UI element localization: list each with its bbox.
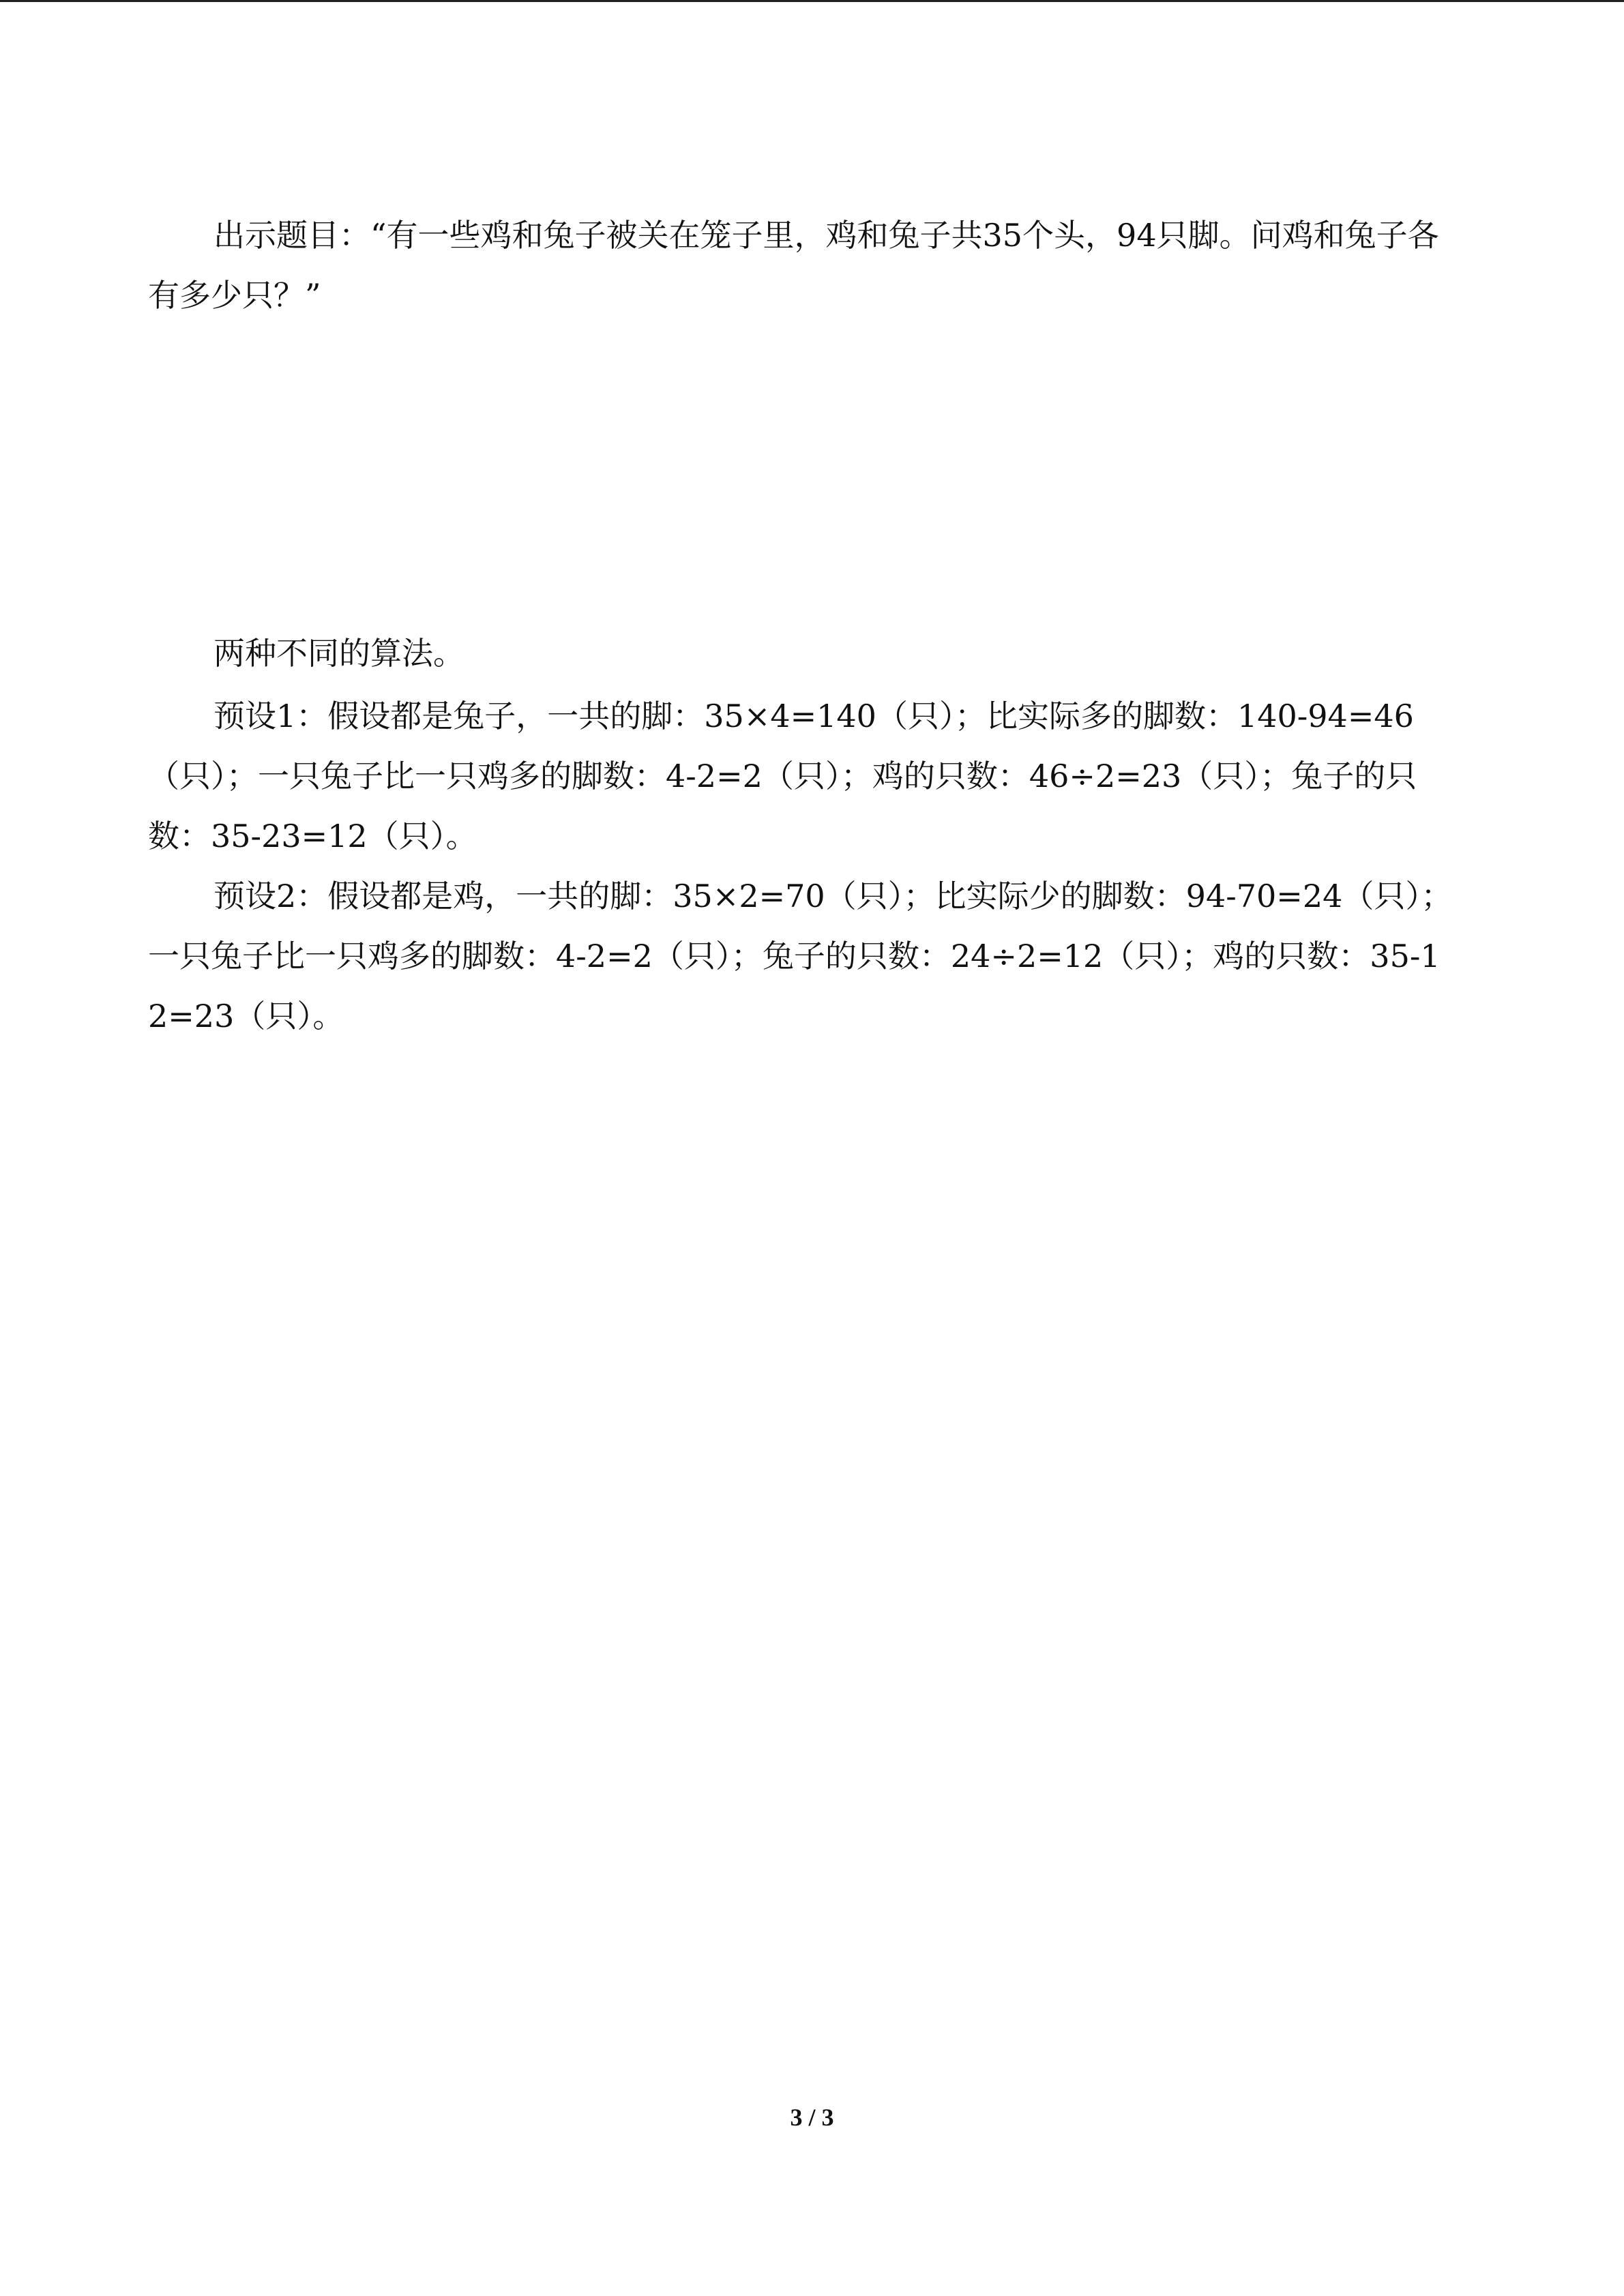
preset-2-paragraph: 预设2：假设都是鸡，一共的脚：35×2=70（只）；比实际少的脚数：94-70=24（只）；一只兔子比一只鸡多的脚数：4-2=2（只）；兔子的只数：24÷2=12（只）；鸡的只数：35-12=23（只）。 — [148, 878, 1453, 1034]
preset-1-paragraph: 预设1：假设都是兔子，一共的脚：35×4=140（只）；比实际多的脚数：140-94=46（只）；一只兔子比一只鸡多的脚数：4-2=2（只）；鸡的只数：46÷2=23（只）；兔子的只数：35-23=12（只）。 — [148, 698, 1417, 854]
methods-paragraph: 两种不同的算法。 — [213, 635, 464, 672]
question-paragraph: 出示题目：“有一些鸡和兔子被关在笼子里，鸡和兔子共35个头，94只脚。问鸡和兔子各有多少只？” — [148, 217, 1439, 314]
page-number: 3 / 3 — [790, 2104, 834, 2131]
